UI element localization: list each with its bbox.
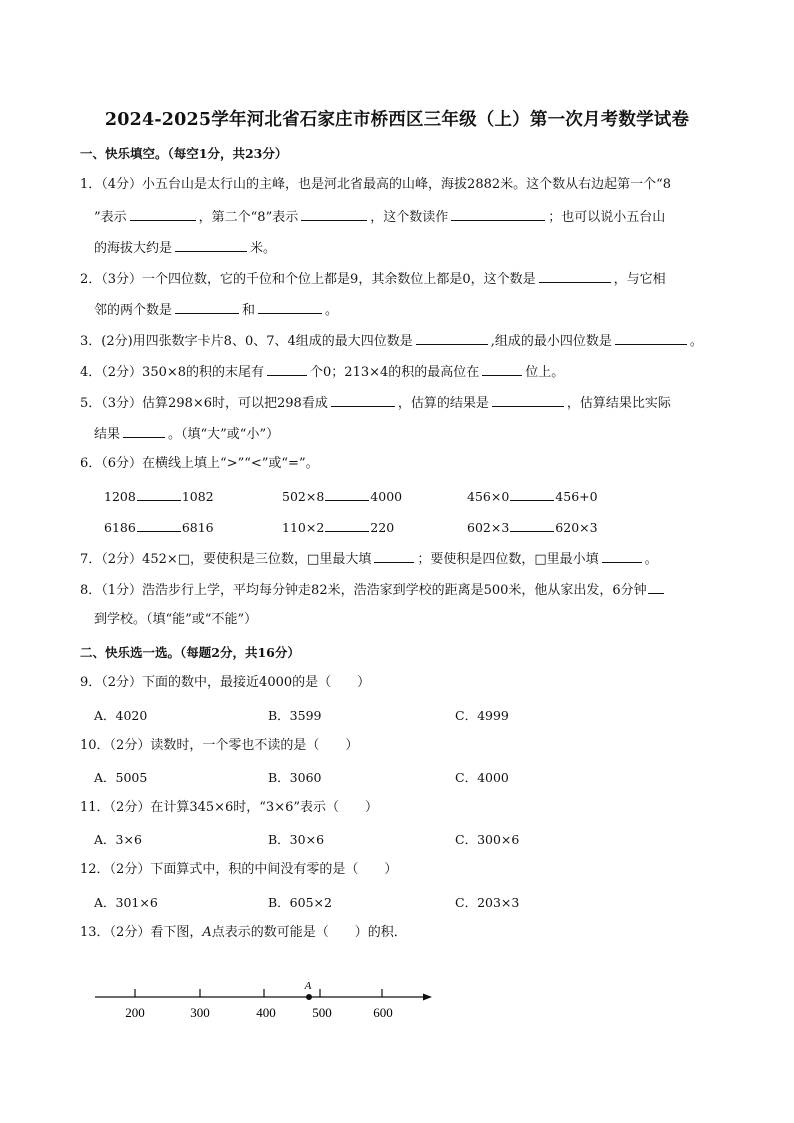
q3-text-2: ,组成的最小四位数是: [490, 334, 612, 349]
question-12-stem: 12．（2分）下面算式中，积的中间没有零的是（ ）: [80, 862, 398, 877]
option-b[interactable]: B．3060: [268, 770, 322, 785]
q5-text-1: 5．（3分）估算298×6时，可以把298看成: [80, 396, 328, 411]
compare-blank[interactable]: [325, 518, 369, 532]
question-6-stem: 6．（6分）在横线上填上“>”“<”或“=”。: [80, 456, 319, 471]
question-5-line-1: [80, 393, 671, 413]
q5-text-5: 。（填“大”或“小”）: [168, 427, 280, 442]
q1-text-5: ；也可以说小五台山: [548, 210, 666, 225]
tick-label-400: 400: [256, 1005, 276, 1020]
compare-blank[interactable]: [137, 487, 181, 501]
option-b[interactable]: B．605×2: [268, 895, 332, 910]
number-line-svg: [90, 975, 440, 1025]
option-c[interactable]: C．300×6: [455, 832, 520, 847]
option-a[interactable]: A．3×6: [94, 832, 142, 847]
point-a-label: A: [304, 980, 312, 992]
q2-text-3: 邻的两个数是: [94, 303, 173, 318]
q8-text-1: 8．（1分）浩浩步行上学，平均每分钟走82米，浩浩家到学校的距离是500米，他从家出发，6分钟: [80, 583, 647, 598]
q3-blank-2[interactable]: [615, 331, 687, 345]
number-line: [90, 975, 440, 1025]
question-8-line-1: [80, 580, 664, 600]
compare-right: 6816: [181, 520, 214, 535]
compare-right: 220: [370, 520, 395, 535]
q1-text-1: 1．（4分）小五台山是太行山的主峰，也是河北省最高的山峰，海拔2882米。这个数从右边起第一个“8: [80, 177, 672, 192]
question-1-line-2: [94, 207, 665, 227]
option-b[interactable]: B．30×6: [268, 832, 325, 847]
compare-item: [104, 518, 214, 535]
option-a[interactable]: A．4020: [94, 708, 148, 723]
compare-left: 1208: [104, 489, 136, 504]
question-13-stem: [80, 924, 407, 942]
q1-text-4: ，这个数读作: [370, 210, 449, 225]
section-heading-choice: 二、快乐选一选。（每题2分，共16分）: [80, 645, 300, 660]
question-7: [80, 549, 658, 569]
q7-text-3: 。: [644, 552, 658, 567]
compare-item: [282, 518, 394, 535]
q2-text-5: 。: [325, 303, 339, 318]
compare-right: 4000: [370, 489, 403, 504]
compare-item: [104, 487, 214, 504]
compare-blank[interactable]: [510, 518, 554, 532]
tick-label-200: 200: [125, 1005, 145, 1020]
q2-text-1: 2．（3分）一个四位数，它的千位和个位上都是9，其余数位上都是0，这个数是: [80, 272, 536, 287]
tick-label-300: 300: [190, 1005, 210, 1020]
q1-blank-1[interactable]: [130, 207, 196, 221]
question-10-stem: 10．（2分）读数时，一个零也不读的是（ ）: [80, 738, 359, 753]
question-5-line-2: [94, 424, 279, 444]
section-heading-fill-in: 一、快乐填空。（每空1分，共23分）: [80, 146, 288, 161]
compare-right: 456+0: [555, 489, 598, 504]
option-c[interactable]: C．4999: [455, 708, 509, 723]
q2-blank-2[interactable]: [175, 300, 239, 314]
compare-right: 620×3: [555, 520, 598, 535]
tick-label-600: 600: [373, 1005, 393, 1020]
q7-text-1: 7．（2分）452×□，要使积是三位数，□里最大填: [80, 552, 372, 567]
q3-text-3: 。: [689, 334, 703, 349]
q2-blank-3[interactable]: [258, 300, 322, 314]
q1-text-7: 米。: [250, 241, 277, 256]
q7-blank-1[interactable]: [374, 549, 414, 563]
q1-blank-2[interactable]: [301, 207, 367, 221]
q7-blank-2[interactable]: [602, 549, 642, 563]
q1-text-3: ，第二个“8”表示: [198, 210, 299, 225]
q5-text-3: ，估算结果比实际: [566, 396, 671, 411]
q4-blank-2[interactable]: [482, 362, 522, 376]
q4-text-3: 位上。: [525, 365, 565, 380]
q1-blank-3[interactable]: [451, 207, 545, 221]
q1-text-6: 的海拔大约是: [94, 241, 173, 256]
q5-text-2: ，估算的结果是: [397, 396, 489, 411]
q5-text-4: 结果: [94, 427, 121, 442]
option-c[interactable]: C．4000: [455, 770, 509, 785]
q4-blank-1[interactable]: [267, 362, 307, 376]
question-9-stem: 9．（2分）下面的数中，最接近4000的是（ ）: [80, 675, 371, 690]
q5-blank-3[interactable]: [123, 424, 165, 438]
compare-left: 502×8: [282, 489, 325, 504]
compare-left: 110×2: [282, 520, 325, 535]
option-c[interactable]: C．203×3: [455, 895, 520, 910]
q3-blank-1[interactable]: [416, 331, 488, 345]
q2-blank-1[interactable]: [539, 269, 611, 283]
compare-blank[interactable]: [137, 518, 181, 532]
question-2-line-1: [80, 269, 666, 289]
question-1-line-3: [94, 238, 276, 258]
compare-blank[interactable]: [510, 487, 554, 501]
tick-label-500: 500: [312, 1005, 332, 1020]
q3-text-1: 3．(2分)用四张数字卡片8、0、7、4组成的最大四位数是: [80, 334, 413, 349]
q1-text-2: ”表示: [94, 210, 127, 225]
q1-blank-4[interactable]: [175, 238, 247, 252]
compare-blank[interactable]: [325, 487, 369, 501]
option-a[interactable]: A．5005: [94, 770, 148, 785]
question-8-line-2: 到学校。（填“能”或“不能”）: [94, 612, 258, 627]
compare-left: 6186: [104, 520, 136, 535]
compare-item: [282, 487, 402, 504]
compare-left: 602×3: [467, 520, 510, 535]
option-b[interactable]: B．3599: [268, 708, 322, 723]
point-a-dot: [306, 994, 312, 1000]
question-3: [80, 331, 703, 351]
compare-item: [467, 518, 598, 535]
q4-text-1: 4．（2分）350×8的积的末尾有: [80, 365, 265, 380]
q2-text-2: ，与它相: [613, 272, 666, 287]
question-4: [80, 362, 564, 382]
q2-text-4: 和: [242, 303, 256, 318]
question-2-line-2: [94, 300, 338, 320]
q5-blank-1[interactable]: [331, 393, 395, 407]
compare-right: 1082: [181, 489, 214, 504]
q13-text-2: 点表示的数可能是（ ）的积．: [211, 925, 407, 940]
q8-blank[interactable]: [648, 580, 664, 594]
q7-text-2: ；要使积是四位数，□里最小填: [417, 552, 599, 567]
number-line-arrow: [423, 994, 432, 1001]
q4-text-2: 个0；213×4的积的最高位在: [310, 365, 480, 380]
compare-item: [467, 487, 598, 504]
exam-title: 2024-2025学年河北省石家庄市桥西区三年级（上）第一次月考数学试卷: [104, 110, 690, 130]
question-1-line-1: [80, 176, 671, 194]
question-11-stem: 11．（2分）在计算345×6时，“3×6”表示（ ）: [80, 800, 379, 815]
q13-point-letter: A: [202, 925, 212, 940]
compare-left: 456×0: [467, 489, 510, 504]
option-a[interactable]: A．301×6: [94, 895, 158, 910]
q13-text-1: 13．（2分）看下图，: [80, 925, 203, 940]
q5-blank-2[interactable]: [492, 393, 564, 407]
